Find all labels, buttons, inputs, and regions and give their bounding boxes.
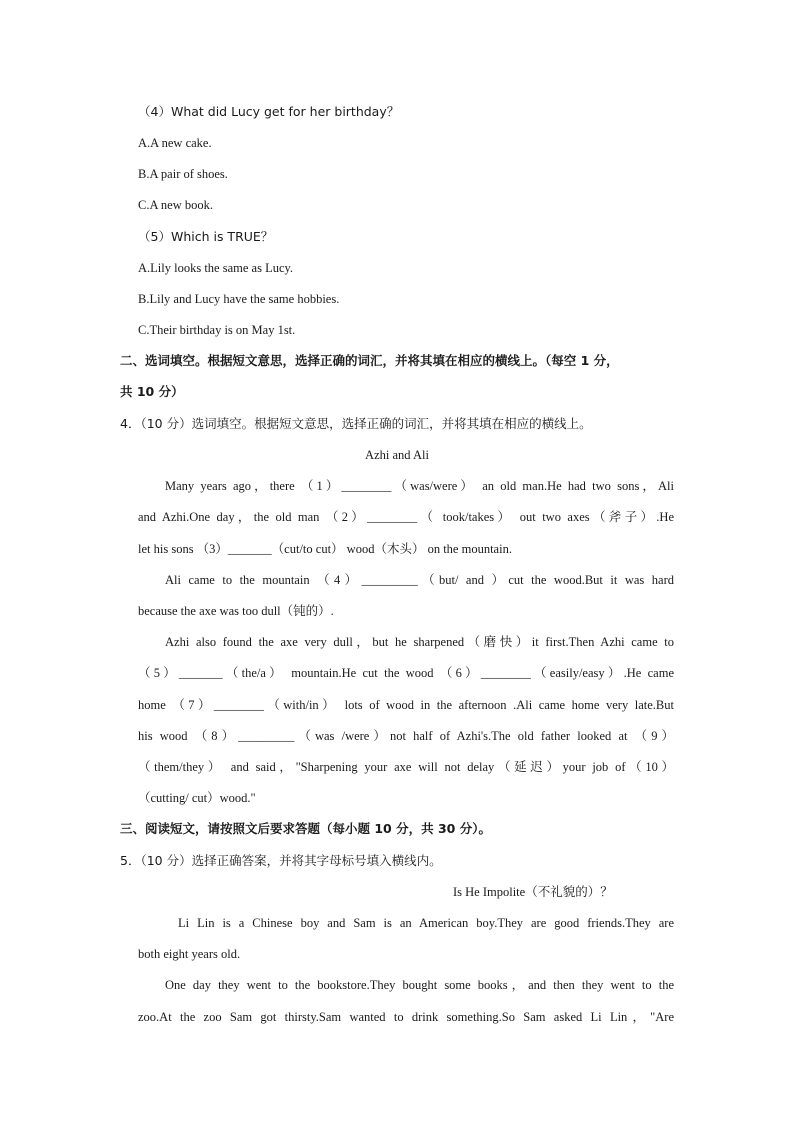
passage-line: Many years ago，there （1）________（was/were） an old man.He had two sons，Ali	[165, 479, 674, 493]
passage-line: Li Lin is a Chinese boy and Sam is an American boy.They are good friends.They are	[178, 916, 674, 930]
passage-title-azhi-and-ali: Azhi and Ali	[365, 448, 429, 462]
question-5: （5）Which is TRUE？	[138, 229, 274, 244]
passage-line: let his sons （3）_______（cut/to cut） wood（木头） on the mountain.	[138, 542, 512, 556]
q5-option-c: C.Their birthday is on May 1st.	[138, 323, 296, 337]
section-3-heading: 三、阅读短文，请按照文后要求答题（每小题 10 分，共 30 分）。	[120, 821, 491, 836]
q5-option-a: A.Lily looks the same as Lucy.	[138, 261, 294, 275]
passage-line: and Azhi.One day，the old man （2）________（ took/takes） out two axes（斧子）.He	[138, 510, 674, 524]
section-2-heading-line2: 共 10 分）	[120, 384, 184, 399]
passage-line: Azhi also found the axe very dull，but he sharpened（磨快）it first.Then Azhi came to	[165, 635, 674, 649]
question-4-instruction: 4．（10 分）选词填空。根据短文意思，选择正确的词汇，并将其填在相应的横线上。	[120, 416, 592, 431]
passage-line: One day they went to the bookstore.They bought some books，and then they went to the	[165, 978, 674, 992]
section-2-heading-line1: 二、选词填空。根据短文意思，选择正确的词汇，并将其填在相应的横线上。（每空 1 分，	[120, 353, 619, 368]
passage-line: （5）_______（the/a） mountain.He cut the wood （6）________（easily/easy）.He came	[138, 666, 674, 680]
question-5-instruction: 5．（10 分）选择正确答案，并将其字母标号填入横线内。	[120, 853, 442, 868]
passage-line: home （7）________（with/in） lots of wood in the afternoon .Ali came home very late.But	[138, 698, 674, 712]
passage-line: his wood （8）_________（was /were）not half of Azhi's.The old father looked at （9）	[138, 729, 674, 743]
passage-line: both eight years old.	[138, 947, 241, 961]
question-4: （4）What did Lucy get for her birthday？	[138, 104, 400, 119]
q4-option-c: C.A new book.	[138, 198, 213, 212]
passage-line: because the axe was too dull（钝的）.	[138, 604, 334, 618]
passage-line: Ali came to the mountain （4）_________（but/ and ）cut the wood.But it was hard	[165, 573, 674, 587]
passage-title-is-he-impolite: Is He Impolite（不礼貌的）？	[453, 885, 613, 899]
q4-option-a: A.A new cake.	[138, 136, 212, 150]
passage-line: （them/they） and said，"Sharpening your axe will not delay（延迟）your job of（10）	[138, 760, 674, 774]
passage-line: （cutting/ cut）wood."	[138, 791, 256, 805]
passage-line: zoo.At the zoo Sam got thirsty.Sam wanted to drink something.So Sam asked Li Lin，"Are	[138, 1010, 674, 1024]
q4-option-b: B.A pair of shoes.	[138, 167, 228, 181]
q5-option-b: B.Lily and Lucy have the same hobbies.	[138, 292, 340, 306]
